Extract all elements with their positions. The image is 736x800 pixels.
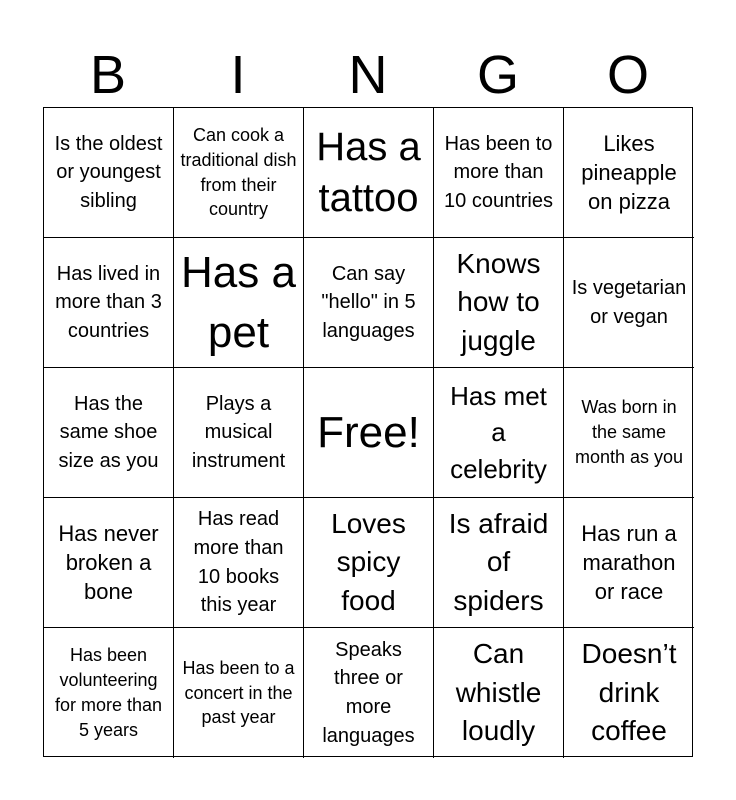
- cell-text: Has lived in more than 3 countries: [55, 262, 162, 342]
- bingo-cell[interactable]: [304, 498, 434, 628]
- bingo-cell[interactable]: [434, 498, 564, 628]
- bingo-card-grid: [43, 107, 693, 757]
- cell-text: Has run a marathon or race: [581, 520, 677, 605]
- bingo-cell[interactable]: [44, 368, 174, 498]
- bingo-cell[interactable]: [174, 238, 304, 368]
- cell-text: Doesn’t drink coffee: [581, 638, 677, 747]
- bingo-cell[interactable]: [304, 628, 434, 758]
- cell-text: Free!: [317, 407, 420, 457]
- bingo-cell[interactable]: [44, 498, 174, 628]
- cell-text: Can cook a traditional dish from their country: [180, 124, 297, 220]
- cell-text: Has met a celebrity: [450, 380, 547, 484]
- bingo-cell[interactable]: [434, 108, 564, 238]
- bingo-cell[interactable]: [174, 498, 304, 628]
- bingo-cell[interactable]: [44, 628, 174, 758]
- bingo-cell[interactable]: [174, 628, 304, 758]
- bingo-cell[interactable]: [564, 498, 694, 628]
- cell-text: Speaks three or more languages: [322, 638, 415, 747]
- cell-text: Is afraid of spiders: [448, 507, 549, 616]
- cell-text: Has never broken a bone: [58, 520, 159, 605]
- bingo-cell[interactable]: [174, 108, 304, 238]
- bingo-cell[interactable]: [304, 108, 434, 238]
- cell-text: Is vegetarian or vegan: [571, 276, 687, 328]
- bingo-cell[interactable]: [44, 108, 174, 238]
- header-letter-n: N: [348, 45, 388, 105]
- bingo-cell[interactable]: [564, 368, 694, 498]
- bingo-cell[interactable]: [434, 628, 564, 758]
- cell-text: Knows how to juggle: [456, 247, 541, 356]
- bingo-cell[interactable]: [304, 238, 434, 368]
- free-space-cell[interactable]: [304, 368, 434, 498]
- cell-text: Has been to more than 10 countries: [444, 132, 553, 212]
- header-letter-i: I: [230, 45, 246, 105]
- bingo-cell[interactable]: [174, 368, 304, 498]
- bingo-cell[interactable]: [564, 108, 694, 238]
- cell-text: Has been to a concert in the past year: [182, 657, 295, 728]
- bingo-cell[interactable]: [564, 628, 694, 758]
- cell-text: Was born in the same month as you: [574, 397, 684, 467]
- cell-text: Likes pineapple on pizza: [581, 130, 677, 215]
- header-letter-o: O: [606, 45, 649, 105]
- bingo-header: [43, 44, 693, 106]
- cell-text: Has a pet: [181, 248, 296, 357]
- bingo-cell[interactable]: [434, 238, 564, 368]
- bingo-cell[interactable]: [434, 368, 564, 498]
- bingo-cell[interactable]: [564, 238, 694, 368]
- cell-text: Can whistle loudly: [455, 638, 542, 747]
- cell-text: Has the same shoe size as you: [58, 392, 159, 472]
- cell-text: Is the oldest or youngest sibling: [54, 132, 163, 212]
- cell-text: Loves spicy food: [331, 507, 406, 616]
- cell-text: Can say "hello" in 5 languages: [321, 262, 416, 342]
- cell-text: Plays a musical instrument: [191, 392, 286, 472]
- header-letter-b: B: [89, 45, 127, 105]
- header-letter-g: G: [476, 45, 519, 105]
- bingo-cell[interactable]: [44, 238, 174, 368]
- cell-text: Has a tattoo: [316, 125, 421, 220]
- cell-text: Has read more than 10 books this year: [193, 508, 284, 617]
- cell-text: Has been volunteering for more than 5 years: [54, 645, 163, 740]
